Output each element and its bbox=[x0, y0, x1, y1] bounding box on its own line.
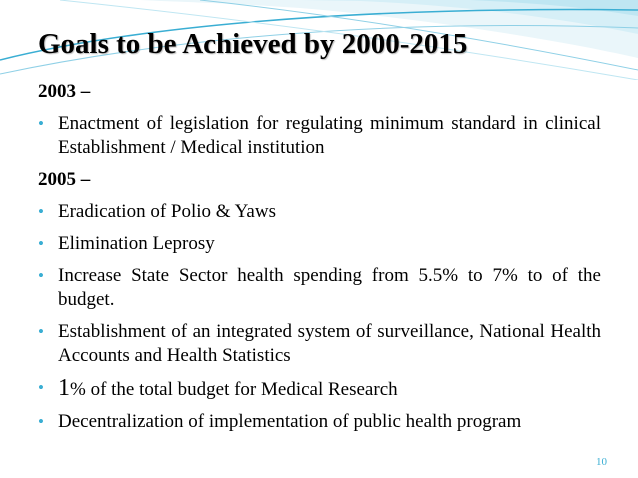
year-heading-2005: 2005 – bbox=[38, 169, 91, 190]
slide-content bbox=[38, 80, 601, 442]
list-item bbox=[38, 376, 601, 402]
list-item bbox=[38, 112, 601, 160]
list-item-text: Enactment of legislation for regulating minimum standard in clinical Establishment / Medical institution bbox=[58, 113, 601, 158]
bullet-icon: • bbox=[38, 234, 44, 253]
list-item-text: Decentralization of implementation of public health program bbox=[58, 411, 522, 432]
list-item-number: 1 bbox=[58, 375, 70, 401]
list-item bbox=[38, 264, 601, 312]
bullet-icon: • bbox=[38, 114, 44, 133]
list-item bbox=[38, 410, 601, 434]
bullet-icon: • bbox=[38, 322, 44, 341]
list-item-text: Establishment of an integrated system of surveillance, National Health Accounts and Health Statistics bbox=[58, 321, 601, 366]
bullet-icon: • bbox=[38, 378, 44, 397]
list-item bbox=[38, 200, 601, 224]
bullet-icon: • bbox=[38, 412, 44, 431]
list-item bbox=[38, 320, 601, 368]
year-heading-2003: 2003 – bbox=[38, 81, 91, 102]
page-number: 10 bbox=[596, 456, 607, 468]
list-item bbox=[38, 232, 601, 256]
bullet-icon: • bbox=[38, 202, 44, 221]
list-item-text: Elimination Leprosy bbox=[58, 233, 215, 254]
list-item-text: % of the total budget for Medical Research bbox=[70, 379, 398, 400]
bullet-icon: • bbox=[38, 266, 44, 285]
slide-title: Goals to be Achieved by 2000-2015 bbox=[38, 28, 468, 60]
list-item-text: Increase State Sector health spending from 5.5% to 7% to of the budget. bbox=[58, 265, 601, 310]
list-item-text: Eradication of Polio & Yaws bbox=[58, 201, 276, 222]
